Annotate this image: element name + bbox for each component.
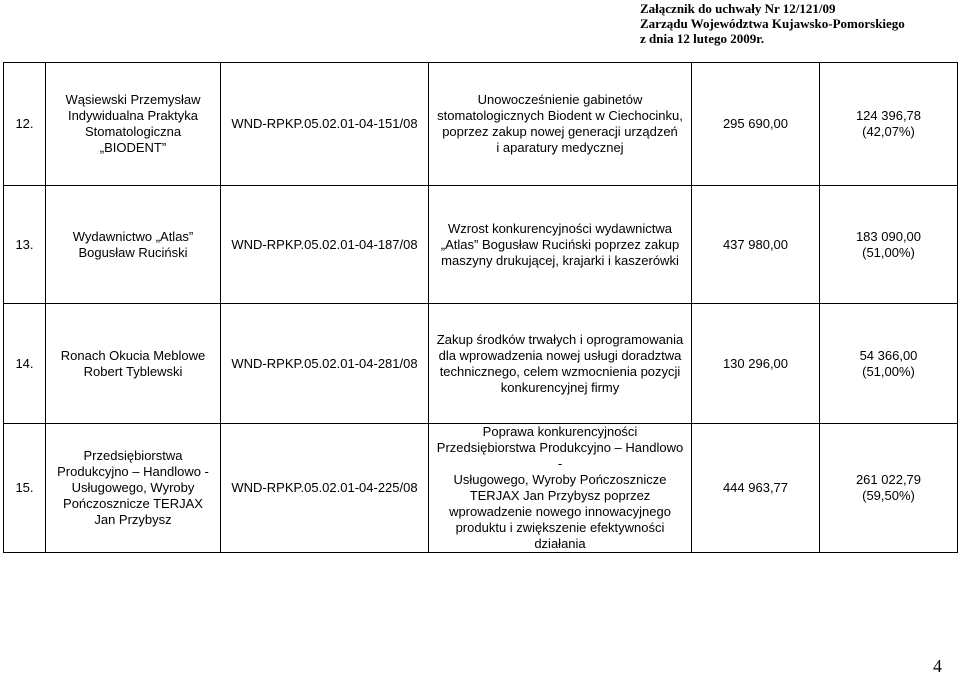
project-title-line: dla wprowadzenia nowej usługi doradztwa	[438, 347, 682, 363]
project-title-cell	[429, 63, 692, 186]
project-title-line: maszyny drukującej, krajarki i kaszerówki	[441, 252, 679, 268]
beneficiary-line: Pończosznicze TERJAX	[63, 496, 203, 511]
project-title-line: stomatologicznych Biodent w Ciechocinku,	[437, 108, 683, 123]
project-value: 444 963,77	[692, 424, 820, 553]
projects-table	[3, 62, 958, 553]
project-title-cell	[429, 186, 692, 304]
beneficiary-cell	[46, 186, 221, 304]
table-row	[4, 304, 958, 424]
beneficiary-line: Wąsiewski Przemysław	[65, 92, 201, 107]
project-title-line: Poprawa konkurencyjności	[482, 424, 638, 439]
header-line-2: Zarządu Województwa Kujawsko-Pomorskiego	[640, 16, 905, 31]
application-code: WND-RPKP.05.02.01-04-151/08	[221, 63, 429, 186]
project-title-line: poprzez zakup nowej generacji urządzeń	[442, 124, 678, 139]
application-code: WND-RPKP.05.02.01-04-281/08	[221, 304, 429, 424]
project-title-line: Przedsiębiorstwa Produkcyjno – Handlowo -	[436, 440, 684, 471]
beneficiary-line: Przedsiębiorstwa	[83, 448, 183, 463]
table-row	[4, 186, 958, 304]
funding-cell	[820, 186, 958, 304]
project-title-line: technicznego, celem wzmocnienia pozycji	[439, 363, 681, 379]
beneficiary-line: Produkcyjno – Handlowo -	[57, 464, 209, 479]
beneficiary-cell	[46, 63, 221, 186]
funding-cell	[820, 304, 958, 424]
beneficiary-line: Jan Przybysz	[94, 512, 172, 527]
beneficiary-cell	[46, 304, 221, 424]
funding-percent: (51,00%)	[862, 363, 915, 379]
header-line-3: z dnia 12 lutego 2009r.	[640, 31, 765, 46]
table-row	[4, 63, 958, 186]
beneficiary-line: Usługowego, Wyroby	[71, 480, 195, 495]
row-number: 14.	[4, 304, 46, 424]
project-title-cell	[429, 304, 692, 424]
project-title-line: TERJAX Jan Przybysz poprzez	[469, 488, 651, 503]
header-line-1: Załącznik do uchwały Nr 12/121/09	[640, 1, 836, 16]
document-header	[640, 1, 940, 46]
funding-amount: 261 022,79	[855, 472, 922, 487]
project-title-line: produktu i zwiększenie efektywności	[455, 520, 665, 535]
funding-percent: (51,00%)	[862, 244, 915, 260]
project-value: 130 296,00	[692, 304, 820, 424]
application-code: WND-RPKP.05.02.01-04-225/08	[221, 424, 429, 553]
beneficiary-line: Indywidualna Praktyka	[67, 108, 199, 123]
funding-amount: 183 090,00	[855, 228, 922, 244]
project-value: 295 690,00	[692, 63, 820, 186]
project-title-line: konkurencyjnej firmy	[500, 379, 620, 395]
funding-cell	[820, 63, 958, 186]
project-title-line: Usługowego, Wyroby Pończosznicze	[453, 472, 667, 487]
project-value: 437 980,00	[692, 186, 820, 304]
page-number: 4	[933, 656, 942, 676]
funding-amount: 54 366,00	[859, 347, 918, 363]
project-title-cell	[429, 424, 692, 553]
funding-percent: (59,50%)	[862, 488, 915, 503]
project-title-line: Unowocześnienie gabinetów	[477, 92, 643, 107]
project-title-line: działania	[534, 536, 586, 551]
row-number: 15.	[4, 424, 46, 553]
beneficiary-line: Bogusław Ruciński	[78, 244, 188, 260]
beneficiary-cell	[46, 424, 221, 553]
funding-percent: (42,07%)	[862, 124, 915, 139]
beneficiary-line: Robert Tyblewski	[83, 363, 183, 379]
project-title-line: i aparatury medycznej	[496, 140, 624, 155]
beneficiary-line: Stomatologiczna	[84, 124, 182, 139]
row-number: 13.	[4, 186, 46, 304]
beneficiary-line: Wydawnictwo „Atlas”	[72, 228, 194, 244]
funding-cell	[820, 424, 958, 553]
beneficiary-line: Ronach Okucia Meblowe	[60, 347, 206, 363]
project-title-line: wprowadzenie nowego innowacyjnego	[449, 504, 671, 519]
application-code: WND-RPKP.05.02.01-04-187/08	[221, 186, 429, 304]
table-row	[4, 424, 958, 553]
project-title-line: „Atlas” Bogusław Ruciński poprzez zakup	[440, 236, 680, 252]
row-number: 12.	[4, 63, 46, 186]
project-title-line: Wzrost konkurencyjności wydawnictwa	[448, 220, 672, 236]
beneficiary-line: „BIODENT”	[99, 140, 167, 155]
project-title-line: Zakup środków trwałych i oprogramowania	[436, 331, 684, 347]
funding-amount: 124 396,78	[855, 108, 922, 123]
